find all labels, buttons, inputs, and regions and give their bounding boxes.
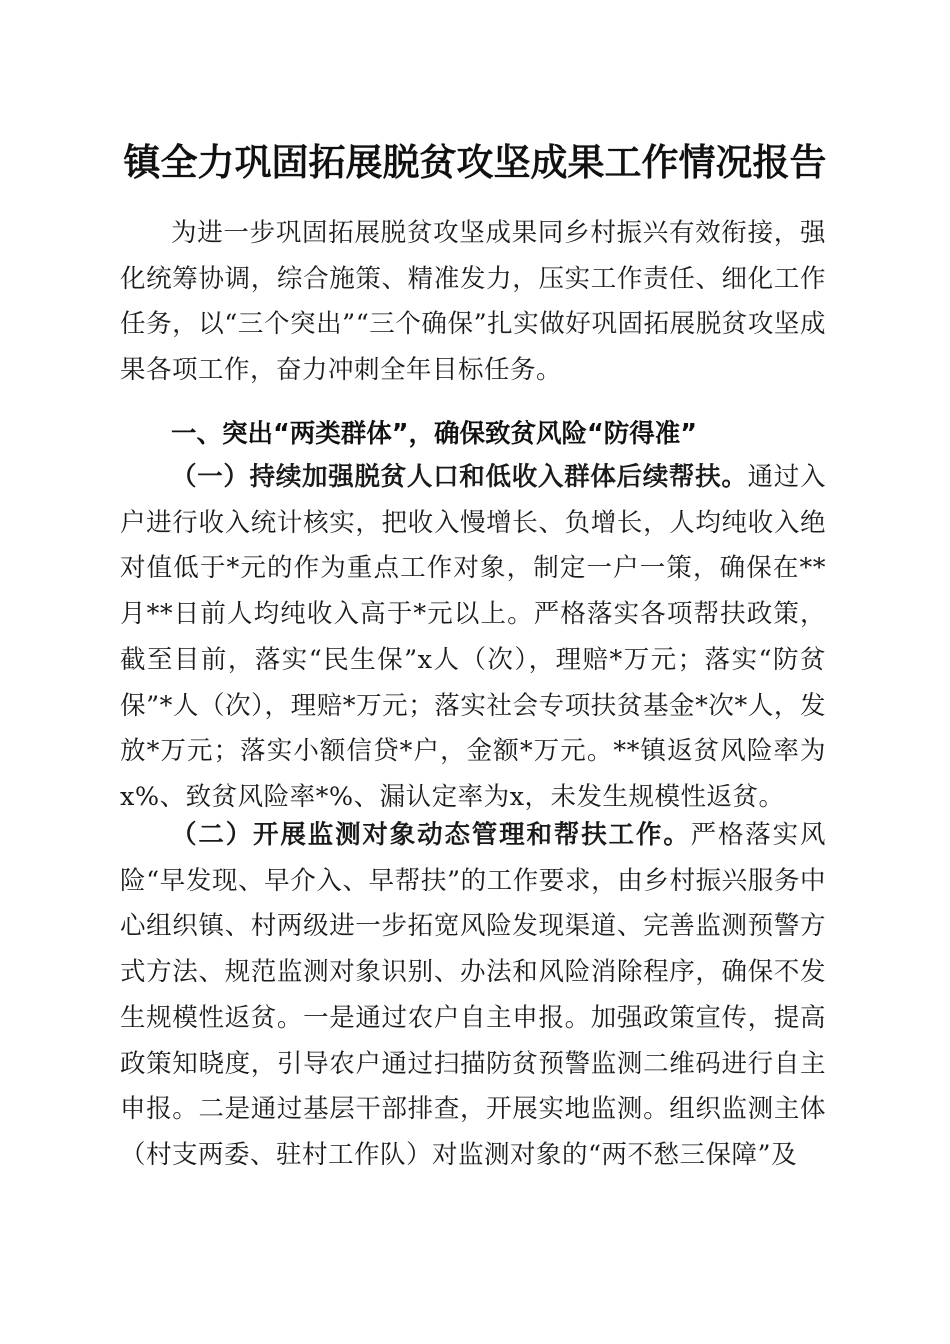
document-title: 镇全力巩固拓展脱贫攻坚成果工作情况报告: [123, 140, 827, 184]
subsection-body-1: 通过入户进行收入统计核实，把收入慢增长、负增长，人均纯收入绝对值低于*元的作为重点工作对象，制定一户一策，确保在**月**日前人均纯收入高于*元以上。严格落实各项帮扶政策，截至目前，落实“民生保”x人（次），理赔*万元；落实“防贫保”*人（次），理赔*万元；落实社会专项扶贫基金*次*人，发放*万元；落实小额信贷*户，金额*万元。**镇返贫风险率为x%、致贫风险率*%、漏认定率为x，未发生规模性返贫。: [120, 462, 826, 812]
subsection-paragraph-2: [120, 813, 826, 1179]
subsection-paragraph-1: [120, 455, 826, 821]
subsection-heading-2: （二）开展监测对象动态管理和帮扶工作。: [171, 820, 691, 850]
intro-paragraph: 为进一步巩固拓展脱贫攻坚成果同乡村振兴有效衔接，强化统筹协调，综合施策、精准发力，压实工作责任、细化工作任务，以“三个突出”“三个确保”扎实做好巩固拓展脱贫攻坚成果各项工作，奋力冲刺全年目标任务。: [120, 218, 826, 386]
subsection-body-2: 严格落实风险“早发现、早介入、早帮扶”的工作要求，由乡村振兴服务中心组织镇、村两级进一步拓宽风险发现渠道、完善监测预警方式方法、规范监测对象识别、办法和风险消除程序，确保不发生规模性返贫。一是通过农户自主申报。加强政策宣传，提高政策知晓度，引导农户通过扫描防贫预警监测二维码进行自主申报。二是通过基层干部排查，开展实地监测。组织监测主体（村支两委、驻村工作队）对监测对象的“两不愁三保障”及: [120, 820, 826, 1170]
subsection-heading-1: （一）持续加强脱贫人口和低收入群体后续帮扶。: [171, 462, 748, 492]
section-heading-1: 一、突出“两类群体”，确保致贫风险“防得准”: [171, 419, 698, 449]
